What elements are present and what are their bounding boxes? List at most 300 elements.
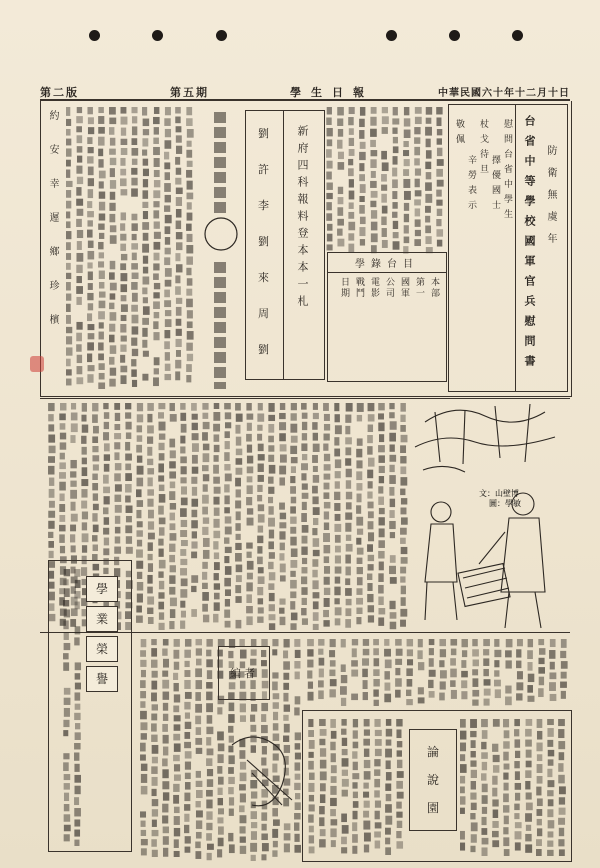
text-glyph: [103, 528, 109, 535]
text-glyph: [334, 503, 340, 511]
text-glyph: [537, 764, 543, 773]
text-glyph: [93, 544, 98, 551]
text-glyph: [257, 536, 263, 544]
text-glyph: [536, 743, 542, 752]
text-glyph: [185, 847, 191, 853]
text-glyph: [236, 468, 243, 475]
text-glyph: [246, 497, 252, 505]
text-glyph: [64, 814, 71, 821]
text-glyph: [324, 434, 330, 441]
text-glyph: [319, 669, 324, 678]
text-glyph: [147, 608, 153, 614]
table-column-header: 新府四科報料登本本一札: [296, 125, 309, 312]
text-glyph: [66, 315, 71, 324]
text-glyph: [357, 577, 363, 585]
text-glyph: [389, 455, 396, 462]
text-glyph: [547, 809, 553, 817]
text-glyph: [404, 107, 409, 115]
text-glyph: [526, 792, 532, 799]
text-glyph: [66, 211, 70, 218]
text-glyph: [163, 692, 170, 700]
text-glyph: [330, 639, 336, 647]
text-glyph: [320, 760, 327, 769]
text-glyph: [492, 831, 499, 837]
text-glyph: [235, 596, 241, 603]
text-glyph: [324, 566, 330, 574]
essay-text-right: [460, 716, 568, 856]
text-glyph: [494, 660, 499, 667]
text-glyph: [49, 501, 55, 508]
text-glyph: [114, 547, 121, 554]
text-glyph: [547, 769, 552, 777]
text-glyph: [175, 360, 181, 369]
text-glyph: [143, 159, 148, 166]
honor-heading-cell: 譽: [86, 666, 118, 692]
text-glyph: [362, 669, 368, 677]
text-glyph: [141, 639, 147, 647]
text-glyph: [165, 280, 172, 287]
text-glyph: [240, 715, 246, 722]
text-glyph: [206, 659, 213, 667]
text-glyph: [214, 552, 219, 559]
text-glyph: [371, 233, 378, 242]
text-glyph: [164, 152, 169, 160]
text-glyph: [272, 829, 278, 838]
text-glyph: [225, 621, 231, 628]
text-glyph: [279, 608, 284, 614]
text-glyph: [120, 178, 127, 186]
text-glyph: [378, 551, 384, 559]
text-glyph: [137, 521, 143, 527]
text-glyph: [180, 549, 186, 556]
text-glyph: [385, 804, 392, 813]
text-glyph: [240, 846, 246, 854]
text-glyph: [153, 321, 158, 329]
text-glyph: [162, 815, 168, 823]
text-glyph: [379, 562, 384, 571]
text-glyph: [110, 293, 116, 299]
text-glyph: [359, 163, 364, 171]
text-glyph: [426, 107, 432, 115]
text-glyph: [327, 234, 333, 242]
text-glyph: [335, 535, 341, 543]
text-glyph: [385, 828, 391, 835]
text-glyph: [176, 197, 182, 206]
text-glyph: [357, 567, 363, 574]
text-glyph: [472, 678, 478, 687]
notice-box: [448, 104, 568, 392]
text-glyph: [504, 783, 509, 791]
text-glyph: [429, 639, 435, 645]
text-glyph: [48, 414, 54, 421]
text-glyph: [342, 770, 348, 776]
text-glyph: [213, 531, 220, 538]
text-glyph: [99, 213, 105, 220]
text-glyph: [235, 543, 241, 550]
text-glyph: [203, 422, 210, 429]
text-glyph: [308, 783, 314, 792]
text-glyph: [202, 562, 208, 569]
text-glyph: [229, 844, 235, 853]
text-glyph: [164, 205, 170, 211]
text-glyph: [528, 639, 533, 647]
text-glyph: [99, 301, 106, 309]
text-glyph: [309, 773, 315, 780]
text-glyph: [137, 456, 142, 463]
text-glyph: [164, 300, 171, 307]
headline-glyph: [214, 352, 226, 363]
text-glyph: [214, 583, 220, 589]
text-glyph: [64, 825, 71, 832]
text-glyph: [364, 760, 370, 768]
text-glyph: [82, 533, 89, 542]
text-glyph: [98, 382, 105, 389]
text-glyph: [386, 794, 392, 801]
text-glyph: [307, 660, 313, 668]
text-glyph: [319, 658, 325, 666]
text-glyph: [125, 525, 132, 533]
text-glyph: [290, 571, 295, 577]
text-glyph: [114, 424, 120, 430]
text-glyph: [184, 670, 190, 677]
text-glyph: [71, 545, 76, 552]
text-glyph: [334, 437, 339, 445]
text-glyph: [351, 660, 358, 666]
text-glyph: [514, 719, 520, 726]
text-glyph: [140, 711, 147, 719]
text-glyph: [302, 422, 307, 430]
text-glyph: [87, 262, 92, 268]
text-glyph: [164, 118, 170, 126]
text-glyph: [235, 500, 241, 508]
text-glyph: [482, 730, 488, 739]
text-glyph: [88, 127, 94, 134]
text-glyph: [180, 568, 187, 575]
text-glyph: [437, 209, 443, 216]
text-glyph: [471, 803, 477, 810]
text-glyph: [514, 804, 519, 811]
text-glyph: [356, 608, 362, 614]
text-glyph: [154, 170, 160, 177]
text-glyph: [93, 426, 99, 434]
text-glyph: [206, 639, 212, 647]
text-glyph: [196, 748, 203, 754]
text-glyph: [439, 693, 445, 701]
text-glyph: [63, 730, 68, 736]
text-glyph: [147, 425, 154, 433]
text-glyph: [548, 831, 554, 837]
text-glyph: [180, 530, 187, 537]
text-glyph: [302, 454, 307, 460]
text-glyph: [326, 117, 331, 124]
text-glyph: [218, 826, 224, 834]
text-glyph: [195, 692, 201, 701]
text-glyph: [272, 649, 277, 655]
text-glyph: [143, 169, 149, 176]
text-glyph: [371, 107, 377, 114]
text-glyph: [163, 836, 169, 845]
text-glyph: [151, 723, 157, 731]
text-glyph: [338, 187, 343, 194]
text-glyph: [76, 322, 82, 330]
text-glyph: [154, 180, 160, 187]
text-glyph: [525, 844, 532, 852]
text-glyph: [98, 353, 104, 360]
text-glyph: [125, 484, 132, 493]
text-glyph: [170, 450, 176, 458]
text-glyph: [88, 251, 95, 259]
text-glyph: [415, 208, 420, 216]
text-glyph: [290, 517, 296, 524]
text-glyph: [71, 423, 78, 432]
text-glyph: [291, 457, 298, 463]
text-glyph: [196, 648, 202, 655]
text-glyph: [326, 193, 332, 199]
text-glyph: [202, 592, 209, 601]
text-glyph: [191, 609, 197, 617]
text-glyph: [225, 422, 231, 428]
text-glyph: [103, 475, 109, 484]
text-glyph: [558, 763, 563, 772]
text-glyph: [379, 434, 384, 442]
text-glyph: [214, 434, 220, 441]
text-glyph: [206, 833, 212, 840]
text-glyph: [48, 435, 55, 443]
text-glyph: [163, 735, 169, 744]
text-glyph: [436, 219, 441, 226]
text-glyph: [187, 234, 193, 242]
text-glyph: [120, 324, 126, 333]
text-glyph: [470, 760, 476, 766]
text-glyph: [378, 403, 385, 410]
text-glyph: [141, 670, 146, 677]
text-glyph: [75, 580, 81, 588]
text-glyph: [481, 847, 487, 856]
text-glyph: [92, 446, 98, 452]
left-article-text: [66, 104, 196, 389]
text-glyph: [318, 690, 324, 699]
text-glyph: [349, 149, 355, 156]
text-glyph: [312, 422, 317, 430]
text-glyph: [360, 142, 366, 149]
text-glyph: [246, 594, 252, 603]
text-glyph: [337, 118, 343, 126]
text-glyph: [425, 216, 430, 223]
text-glyph: [335, 514, 341, 521]
text-glyph: [163, 659, 169, 668]
text-glyph: [99, 171, 106, 179]
text-glyph: [142, 374, 148, 381]
text-glyph: [158, 602, 164, 610]
headline-glyph: [214, 337, 226, 348]
text-glyph: [224, 403, 231, 409]
text-glyph: [390, 612, 397, 619]
text-glyph: [492, 840, 499, 847]
text-glyph: [99, 202, 105, 211]
text-glyph: [345, 578, 350, 585]
text-glyph: [331, 840, 336, 847]
record-line: 日期: [339, 277, 349, 299]
record-line: 戰鬥: [354, 277, 364, 299]
text-glyph: [348, 117, 353, 125]
text-glyph: [66, 231, 71, 239]
text-glyph: [407, 649, 413, 656]
text-glyph: [283, 650, 288, 658]
text-glyph: [180, 589, 187, 598]
text-glyph: [559, 849, 565, 856]
text-glyph: [213, 519, 219, 528]
text-glyph: [290, 527, 296, 534]
text-glyph: [192, 455, 198, 464]
text-glyph: [192, 433, 199, 440]
text-glyph: [327, 161, 333, 169]
text-glyph: [258, 526, 263, 533]
text-glyph: [109, 127, 114, 135]
text-glyph: [142, 318, 149, 325]
text-glyph: [370, 129, 377, 137]
text-glyph: [308, 719, 313, 727]
text-glyph: [291, 403, 297, 410]
text-glyph: [284, 823, 291, 830]
headline-glyph: [214, 322, 226, 333]
text-glyph: [228, 714, 234, 723]
text-glyph: [341, 639, 346, 647]
text-glyph: [379, 528, 385, 537]
text-glyph: [378, 455, 384, 463]
text-glyph: [236, 534, 241, 540]
text-glyph: [375, 822, 382, 828]
text-glyph: [115, 413, 120, 421]
text-glyph: [257, 587, 263, 595]
text-glyph: [356, 538, 361, 545]
text-glyph: [142, 340, 147, 348]
text-glyph: [330, 809, 336, 816]
text-glyph: [470, 793, 476, 800]
text-glyph: [93, 504, 99, 510]
text-glyph: [224, 556, 229, 563]
text-glyph: [309, 835, 314, 843]
text-glyph: [142, 222, 149, 230]
text-glyph: [367, 446, 372, 454]
text-glyph: [187, 354, 193, 361]
text-glyph: [147, 436, 153, 443]
text-glyph: [368, 458, 375, 467]
text-glyph: [247, 485, 253, 494]
text-glyph: [429, 658, 434, 667]
text-glyph: [163, 848, 168, 857]
text-glyph: [76, 219, 82, 227]
headline-glyph: [214, 142, 226, 153]
text-glyph: [152, 757, 158, 764]
text-glyph: [184, 825, 189, 833]
text-glyph: [121, 254, 127, 260]
text-glyph: [558, 729, 564, 738]
text-glyph: [70, 490, 77, 499]
text-glyph: [353, 730, 358, 738]
text-glyph: [395, 668, 400, 675]
text-glyph: [516, 693, 522, 700]
text-glyph: [527, 685, 533, 693]
text-glyph: [203, 444, 209, 451]
text-glyph: [279, 413, 286, 419]
text-glyph: [66, 304, 71, 312]
text-glyph: [246, 616, 252, 625]
text-glyph: [247, 466, 254, 473]
text-glyph: [481, 773, 486, 780]
text-glyph: [48, 521, 54, 529]
text-glyph: [169, 555, 175, 562]
publication-date: 中華民國六十年十二月十日: [438, 88, 570, 99]
text-glyph: [415, 190, 422, 196]
text-glyph: [330, 719, 336, 728]
text-glyph: [558, 818, 565, 825]
text-glyph: [526, 803, 533, 811]
text-glyph: [165, 195, 171, 203]
text-glyph: [426, 150, 432, 158]
text-glyph: [247, 561, 254, 570]
text-glyph: [187, 278, 193, 285]
text-glyph: [335, 459, 341, 468]
text-glyph: [295, 696, 301, 704]
text-glyph: [154, 127, 159, 134]
text-glyph: [538, 688, 544, 697]
text-glyph: [159, 527, 165, 535]
text-glyph: [313, 624, 319, 630]
text-glyph: [341, 719, 346, 726]
text-glyph: [196, 771, 201, 778]
text-glyph: [240, 815, 247, 823]
text-glyph: [92, 483, 98, 490]
text-glyph: [131, 338, 137, 346]
text-glyph: [415, 219, 421, 226]
text-glyph: [143, 233, 149, 241]
text-glyph: [110, 138, 115, 146]
text-glyph: [503, 773, 508, 780]
text-glyph: [76, 377, 83, 384]
text-glyph: [318, 680, 324, 687]
text-glyph: [137, 572, 142, 579]
text-glyph: [337, 140, 342, 149]
text-glyph: [348, 159, 353, 165]
text-glyph: [74, 713, 80, 720]
text-glyph: [140, 691, 146, 698]
text-glyph: [154, 221, 160, 228]
text-glyph: [224, 484, 229, 492]
text-glyph: [214, 403, 220, 409]
text-glyph: [337, 219, 344, 226]
text-glyph: [148, 563, 153, 572]
text-glyph: [148, 617, 154, 624]
text-glyph: [99, 322, 104, 328]
text-glyph: [142, 202, 148, 208]
text-glyph: [326, 202, 331, 210]
text-glyph: [403, 179, 410, 188]
text-glyph: [184, 650, 191, 658]
text-glyph: [229, 703, 235, 712]
text-glyph: [98, 261, 104, 267]
text-glyph: [349, 128, 354, 135]
text-glyph: [346, 544, 353, 552]
text-glyph: [319, 817, 324, 826]
text-glyph: [184, 804, 190, 811]
text-glyph: [158, 463, 164, 472]
text-glyph: [351, 670, 358, 677]
text-glyph: [460, 719, 466, 728]
text-glyph: [132, 138, 138, 145]
text-glyph: [185, 773, 191, 779]
text-glyph: [404, 191, 411, 200]
text-glyph: [191, 575, 198, 583]
